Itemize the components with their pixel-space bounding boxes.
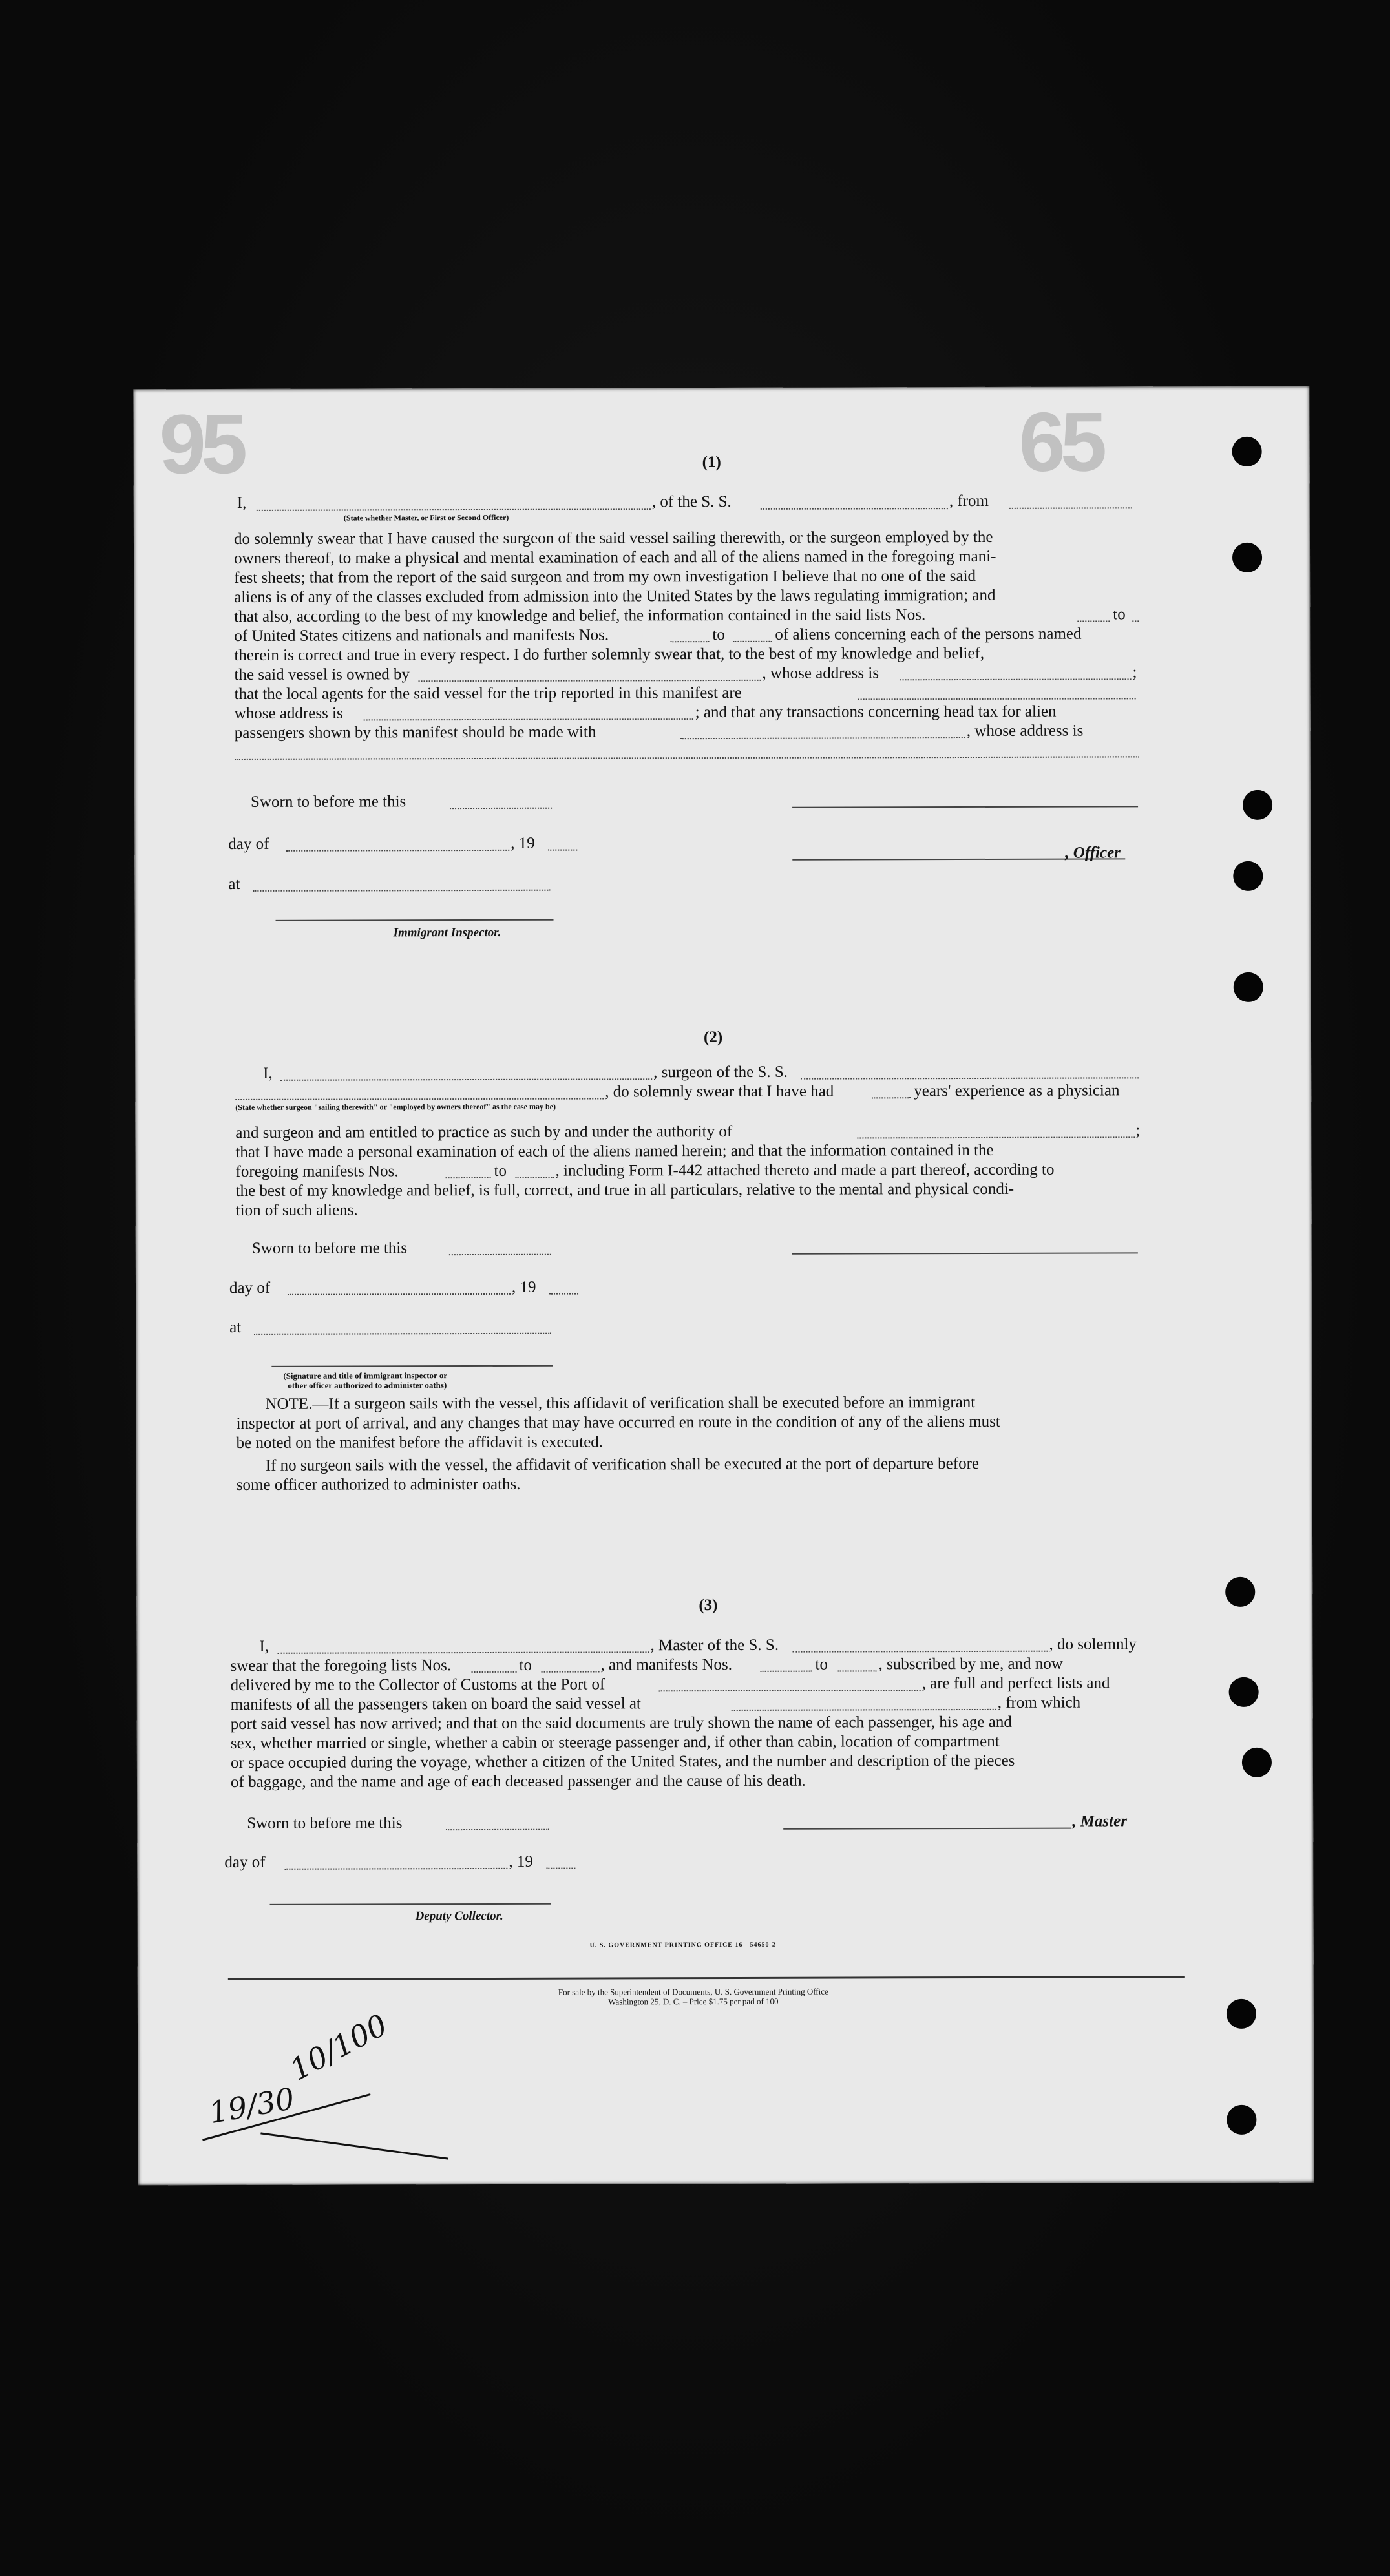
sworn-label: Sworn to before me this — [247, 1814, 403, 1832]
punch-hole — [1234, 972, 1263, 1002]
owner-field[interactable] — [419, 680, 761, 682]
day-of-label: day of — [224, 1853, 266, 1872]
agent-address-field[interactable] — [364, 718, 693, 720]
at-label: at — [228, 875, 240, 894]
surgeon-manifests-from-field[interactable] — [446, 1177, 491, 1178]
day-of-field[interactable] — [286, 850, 509, 852]
inspector-signature-line[interactable] — [276, 919, 554, 921]
body-line: the best of my knowledge and belief, is full, correct, and true in all particulars, relative to the mental and physical condi- — [235, 1180, 1015, 1200]
sale-line: Washington 25, D. C. – Price $1.75 per pad of 100 — [608, 1996, 779, 2007]
section-2-prefix: I, — [263, 1064, 273, 1082]
master-signature-line[interactable] — [783, 1828, 1071, 1830]
owned-by-label: the said vessel is owned by — [234, 665, 410, 684]
form-i442-text: , including Form I-442 attached thereto and made a part thereof, according to — [555, 1160, 1055, 1180]
stamp-mark-left: 95 — [159, 396, 243, 492]
surgeon-signature-line[interactable] — [792, 1252, 1138, 1254]
body-line: or space occupied during the voyage, whether a citizen of the United States, and the number and description of the pieces — [230, 1752, 1015, 1772]
section-1-number: (1) — [702, 454, 721, 472]
handwritten-fraction: 19/30 — [206, 2080, 297, 2131]
and-manifests-label: , and manifests Nos. — [600, 1655, 733, 1674]
contact-address-field[interactable] — [235, 756, 1139, 760]
master-vessel-label: , Master of the S. S. — [650, 1636, 779, 1655]
officer-rank-note: (State whether Master, or First or Second Officer) — [343, 512, 509, 523]
from-label: , from — [949, 492, 989, 510]
punch-hole — [1227, 2105, 1256, 2135]
section-3-number: (3) — [699, 1597, 718, 1615]
vessel-label: , of the S. S. — [651, 492, 732, 511]
aliens-concerning-text: of aliens concerning each of the persons named — [775, 625, 1082, 644]
section-1-body — [234, 527, 1139, 607]
agent-address-label: whose address is — [234, 704, 343, 722]
note-line: —If a surgeon sails with the vessel, this affidavit of verification shall be executed before an immigrant — [312, 1393, 976, 1413]
to-label: to — [815, 1655, 828, 1673]
body-line: fest sheets; that from the report of the said surgeon and from my own investigation I believe that no one of the said — [234, 567, 976, 587]
year-label: , 19 — [511, 1278, 536, 1296]
section-2-number: (2) — [703, 1029, 723, 1047]
note-line: inspector at port of arrival, and any changes that may have occurred en route in the condition of any of the aliens must — [236, 1412, 1000, 1432]
local-agents-field[interactable] — [858, 698, 1136, 700]
surgeon-at-field[interactable] — [254, 1333, 551, 1335]
surgeon-sworn-date-field[interactable] — [449, 1254, 551, 1255]
sworn-label: Sworn to before me this — [251, 1239, 408, 1257]
owner-address-field[interactable] — [900, 678, 1132, 680]
master-day-of-field[interactable] — [284, 1868, 507, 1870]
officer-signature-line[interactable] — [792, 806, 1138, 808]
to-label: to — [1113, 605, 1126, 623]
note-line: be noted on the manifest before the affidavit is executed. — [236, 1433, 604, 1452]
manifests-from-field[interactable] — [670, 641, 709, 642]
note-block — [265, 1393, 975, 1414]
customs-port-field[interactable] — [659, 1690, 921, 1691]
master-manifests-to-field[interactable] — [838, 1670, 877, 1671]
manifests-label: foregoing manifests Nos. — [235, 1162, 399, 1180]
note-line: some officer authorized to administer oaths. — [236, 1475, 521, 1494]
sale-line: For sale by the Superintendent of Documents, U. S. Government Printing Office — [558, 1986, 828, 1997]
years-field[interactable] — [872, 1097, 911, 1098]
punch-hole — [1229, 1677, 1259, 1707]
body-line: therein is correct and true in every respect. I do further solemnly swear that, to the best of my knowledge and belief, — [234, 644, 985, 664]
signature-note: (Signature and title of immigrant inspector or — [283, 1370, 448, 1381]
body-line: that I have made a personal examination of each of the aliens named herein; and that the information contained in the — [235, 1141, 994, 1161]
full-perfect-text: , are full and perfect lists and — [921, 1674, 1110, 1693]
physician-label: years' experience as a physician — [914, 1082, 1120, 1100]
year-label: , 19 — [509, 1852, 533, 1870]
surgeon-type-field[interactable] — [235, 1098, 604, 1100]
section-1-prefix: I, — [237, 494, 247, 512]
at-label: at — [229, 1318, 242, 1337]
body-line: do solemnly swear that I have caused the surgeon of the said vessel sailing therewith, or the surgeon employed by the — [233, 528, 993, 548]
handwritten-strokes — [189, 2042, 461, 2172]
administrator-signature-line[interactable] — [271, 1365, 553, 1367]
master-label: , Master — [1072, 1812, 1127, 1830]
punch-hole — [1225, 1577, 1255, 1607]
master-lists-to-field[interactable] — [542, 1671, 600, 1673]
surgeon-manifests-to-field[interactable] — [516, 1177, 554, 1178]
footer-rule — [228, 1976, 1185, 1980]
head-tax-contact-field[interactable] — [680, 737, 965, 739]
years-label: , do solemnly swear that I have had — [605, 1082, 834, 1101]
vessel-name-field[interactable] — [761, 508, 948, 510]
from-which-text: , from which — [997, 1693, 1081, 1712]
to-label: to — [494, 1162, 507, 1180]
punch-hole — [1232, 543, 1262, 572]
punch-hole — [1242, 1748, 1272, 1777]
note-line: If no surgeon sails with the vessel, the affidavit of verification shall be executed at the port of departure before — [265, 1454, 980, 1474]
body-line: that also, according to the best of my knowledge and belief, the information contained in the said lists Nos. — [234, 606, 926, 625]
surgeon-name-field[interactable] — [280, 1078, 652, 1081]
body-line: sex, whether married or single, whether a cabin or steerage passenger and, if other than cabin, location of compartment — [230, 1732, 1000, 1753]
form-page: 95 65 (1) I, , of the S. S. , from (State whether Master, or First or Second Officer) do solemnly swear that I have caused the surgeon of the said vessel sailing therewith, or the surgeon employed by the owners thereof, to make a physical and mental examination of each and all of the aliens named in the foregoing mani- fest sheets; that from the report of the said surgeon and from my own investigation I believe that no one of the said aliens is of any of the classes excluded from admission into the United States by the laws regulating immigration; and that also, according to the best of my knowledge and belief, the information contained in the said lists Nos. to of United States citizens and nationals and manifests Nos. to of aliens concerning each of the persons named therein is correct and true in every respect. I do further solemnly swear that, to the best of my knowledge and belief, the said vessel is owned by , whose address is ; that the local agents for the said vessel for the trip reported in this manifest are whose address is ; and that any transactions concerning head tax for alien passengers shown by this manifest should be made with , whose address is Sworn to before me this day of , 19 , Officer at Immigrant Inspector. (2) I, , surgeon of the S. S. , do solemnly swear that I have had years' experience as a physician (State whether surgeon "sailing therewith" or "employed by owners thereof" as the case may be) and surgeon and am entitled to practice as such by and under the authority of ; that I have made a personal examination of each of the aliens named herein; and that the information contained in the foregoing manifests Nos. to , including Form I-442 attached thereto and made a part thereof, according to the best of my knowledge and belief, is full, correct, and true in all particulars, relative to the mental and physical condi- tion of such aliens. Sworn to before me this day of , 19 at (Signature and title of immigrant inspector or other officer authorized to administer oaths) NOTE.—If a surgeon sails with the vessel, this affidavit of verification shall be executed before an immigrant inspector at port of arrival, and any changes that may have occurred en route in the condition of any of the aliens must be noted on the manifest before the affidavit is executed. If no surgeon sails with the vessel, the affidavit of verification shall be executed at the port of departure before some officer authorized to administer oaths. (3) I, , Master of the S. S. , do solemnly swear that the foregoing lists Nos. to , and manifests Nos. to , subscribed by me, and now delivered by me to the Collector of Customs at the Port of , are full and perfect lists and manifests of all the passengers taken on board the said vessel at , from which port said vessel has now arrived; and that on the said documents are truly shown the name of each passenger, his age and sex, whether married or single, whether a cabin or steerage passenger and, if other than cabin, location of compartment or space occupied during the voyage, whether a citizen of the United States, and the number and description of the pieces of baggage, and the name and age of each deceased passenger and the cause of his death. Sworn to before me this , Master day of , 19 Deputy Collector. U. S. GOVERNMENT PRINTING OFFICE 16—54650-2 For sale by the Superintendent of Documents, U. S. Government Printing Office Washington 25, D. C. – Price $1.75 per pad of 100 10/100 19/30 — [133, 386, 1314, 2186]
head-tax-text: ; and that any transactions concerning head tax for alien — [695, 702, 1057, 722]
owner-address-label: , whose address is — [762, 664, 879, 682]
to-label: to — [712, 625, 725, 644]
body-line: of baggage, and the name and age of each deceased passenger and the cause of his death. — [230, 1772, 806, 1791]
master-manifests-from-field[interactable] — [761, 1671, 812, 1672]
master-name-field[interactable] — [277, 1651, 649, 1654]
sworn-label: Sworn to before me this — [251, 793, 406, 811]
year-field[interactable] — [548, 850, 577, 851]
vessel-at-label: manifests of all the passengers taken on board the said vessel at — [230, 1695, 641, 1714]
body-line: owners thereof, to make a physical and mental examination of each and all of the aliens named in the foregoing mani- — [234, 547, 996, 567]
note-label: NOTE. — [265, 1395, 313, 1413]
do-solemnly-label: , do solemnly — [1049, 1635, 1137, 1653]
authority-label: and surgeon and am entitled to practice as such by and under the authority of — [235, 1122, 733, 1142]
day-of-label: day of — [228, 835, 269, 853]
surgeon-year-field[interactable] — [549, 1293, 578, 1295]
body-line: port said vessel has now arrived; and that on the said documents are truly shown the name of each passenger, his age and — [230, 1713, 1012, 1733]
sworn-date-field[interactable] — [450, 808, 552, 809]
surgeon-day-of-field[interactable] — [288, 1293, 511, 1295]
master-vessel-field[interactable] — [792, 1651, 1048, 1653]
officer-label: , Officer — [1065, 844, 1121, 862]
at-field[interactable] — [253, 890, 550, 892]
contact-address-label: , whose address is — [966, 722, 1084, 740]
stamp-mark-right: 65 — [1018, 394, 1102, 489]
officer-name-field[interactable] — [257, 508, 651, 511]
deputy-signature-line[interactable] — [270, 1903, 551, 1905]
surgeon-type-note: (State whether surgeon "sailing therewith" or "employed by owners thereof" as the case may be) — [235, 1102, 556, 1112]
handwritten-fraction: 10/100 — [284, 2007, 394, 2088]
deputy-label: Deputy Collector. — [415, 1909, 503, 1923]
port-label: delivered by me to the Collector of Customs at the Port of — [230, 1675, 605, 1695]
punch-hole — [1227, 1999, 1256, 2029]
surgeon-vessel-label: , surgeon of the S. S. — [653, 1063, 788, 1082]
printing-office-line: U. S. GOVERNMENT PRINTING OFFICE 16—54650-2 — [589, 1941, 776, 1949]
embarkation-port-field[interactable] — [732, 1709, 996, 1711]
punch-hole — [1233, 861, 1263, 891]
subscribed-text: , subscribed by me, and now — [878, 1655, 1063, 1673]
section-3-prefix: I, — [259, 1637, 269, 1655]
authority-field[interactable] — [857, 1136, 1135, 1138]
body-line: tion of such aliens. — [235, 1201, 358, 1219]
year-label: , 19 — [511, 834, 535, 852]
head-tax-contact-label: passengers shown by this manifest should be made with — [234, 723, 596, 742]
master-lists-from-field[interactable] — [472, 1671, 517, 1673]
inspector-label: Immigrant Inspector. — [393, 925, 501, 940]
local-agents-label: that the local agents for the said vessel for the trip reported in this manifest are — [234, 684, 742, 703]
manifests-to-field[interactable] — [733, 641, 772, 642]
body-line: aliens is of any of the classes excluded from admission into the United States by the laws regulating immigration; and — [234, 586, 996, 606]
surgeon-vessel-field[interactable] — [801, 1077, 1139, 1079]
lists-to-field[interactable] — [1132, 620, 1139, 622]
day-of-label: day of — [229, 1279, 271, 1297]
punch-hole — [1243, 790, 1272, 820]
to-label: to — [519, 1656, 532, 1674]
lists-label: swear that the foregoing lists Nos. — [230, 1657, 452, 1675]
lists-from-field[interactable] — [1077, 620, 1110, 622]
body-line: of United States citizens and nationals and manifests Nos. — [234, 626, 609, 645]
punch-hole — [1232, 437, 1262, 466]
master-year-field[interactable] — [546, 1868, 575, 1869]
master-sworn-date-field[interactable] — [446, 1829, 549, 1830]
signature-note: other officer authorized to administer oaths) — [288, 1380, 447, 1390]
departure-port-field[interactable] — [1009, 507, 1132, 508]
